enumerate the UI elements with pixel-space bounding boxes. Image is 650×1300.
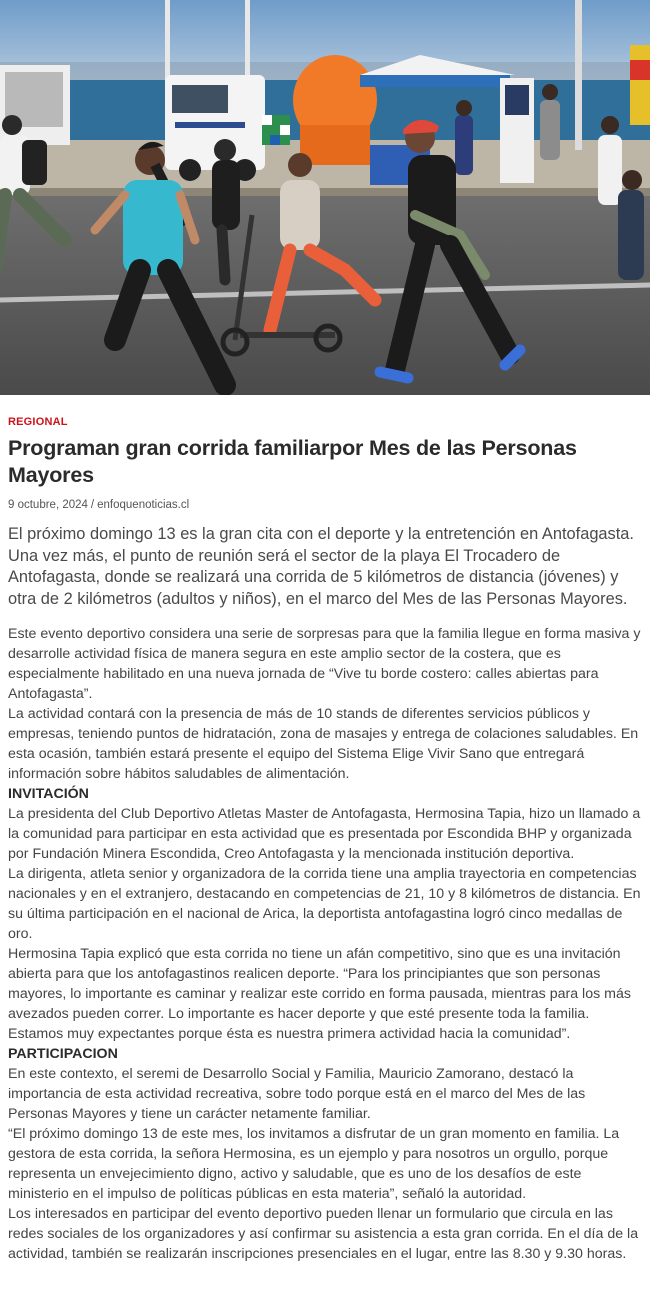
body-paragraph: La presidenta del Club Deportivo Atletas Master de Antofagasta, Hermosina Tapia, hizo un llamado a la comunidad para participar en esta actividad que es presentada por Escondida BHP y organizada por Fundación Minera Escondida, Creo Antofagasta y la mencionada institución deportiva.: [8, 806, 641, 863]
meta-separator: /: [90, 499, 95, 511]
hero-photo: [0, 0, 650, 395]
runners-photo-illustration: [0, 0, 650, 395]
article-lead: El próximo domingo 13 es la gran cita con el deporte y la entretención en Antofagasta. Una vez más, el punto de reunión será el sector de la playa El Trocadero de Antofagasta, donde se realizará una corrida de 5 kilómetros de distancia (jóvenes) y otra de 2 kilómetros (adultos y niños), en el marco del Mes de las Personas Mayores.: [8, 525, 634, 608]
source-name[interactable]: enfoquenoticias.cl: [97, 499, 190, 511]
article: [0, 416, 650, 1264]
body-paragraph: Los interesados en participar del evento deportivo pueden llenar un formulario que circula en las redes sociales de los organizadores y así confirmar su asistencia a esta gran corrida. En el día de la actividad, también se realizarán inscripciones presenciales en el lugar, entre las 8.30 y 9.30 horas.: [8, 1206, 639, 1263]
article-body: [8, 624, 642, 1264]
category-label[interactable]: REGIONAL: [8, 416, 68, 428]
body-paragraph: En este contexto, el seremi de Desarrollo Social y Familia, Mauricio Zamorano, destacó la importancia de esta actividad recreativa, sobre todo porque está en el marco del Mes de las Personas Mayores y tiene un carácter netamente familiar.: [8, 1066, 586, 1123]
body-paragraph: La dirigenta, atleta senior y organizadora de la corrida tiene una amplia trayectoria en competencias nacionales y en el extranjero, destacando en competencias de 21, 10 y 8 kilómetros de distancia. En su última participación en el nacional de Arica, la deportista antofagastina logró cinco medallas de oro.: [8, 866, 641, 943]
body-paragraph: “El próximo domingo 13 de este mes, los invitamos a disfrutar de un gran momento en familia. La gestora de esta corrida, la señora Hermosina, es un ejemplo y para nosotros un orgullo, porque representa un envejecimiento digno, activo y saludable, que es uno de los desafíos de este ministerio en el impulso de políticas públicas en esta materia”, señaló la autoridad.: [8, 1126, 620, 1203]
body-paragraph: Hermosina Tapia explicó que esta corrida no tiene un afán competitivo, sino que es una invitación abierta para que los antofagastinos realicen deporte. “Para los principiantes que son personas mayores, lo importante es caminar y realizar este corrido en forma pausada, mientras para los más avezados pueden correr. Lo importante es hacer deporte y que esté presente toda la familia. Estamos muy expectantes porque ésta es nuestra primera actividad hacia la comunidad”.: [8, 946, 631, 1043]
article-title: Programan gran corrida familiarpor Mes de las Personas Mayores: [8, 436, 577, 487]
section-heading: PARTICIPACION: [8, 1046, 118, 1063]
body-paragraph: La actividad contará con la presencia de más de 10 stands de diferentes servicios públicos y empresas, teniendo puntos de hidratación, zona de masajes y entrega de colaciones saludables. En esta ocasión, también estará presente el equipo del Sistema Elige Vivir Sano que entregará información sobre hábitos saludables de alimentación.: [8, 706, 639, 783]
body-paragraph: Este evento deportivo considera una serie de sorpresas para que la familia llegue en forma masiva y desarrolle actividad física de manera segura en este amplio sector de la costera, que es especialmente habilitado en una nueva jornada de “Vive tu borde costero: calles abiertas para Antofagasta”.: [8, 626, 641, 703]
publish-date[interactable]: 9 octubre, 2024: [8, 499, 88, 511]
section-heading: INVITACIÓN: [8, 786, 89, 803]
article-meta: [8, 498, 642, 512]
